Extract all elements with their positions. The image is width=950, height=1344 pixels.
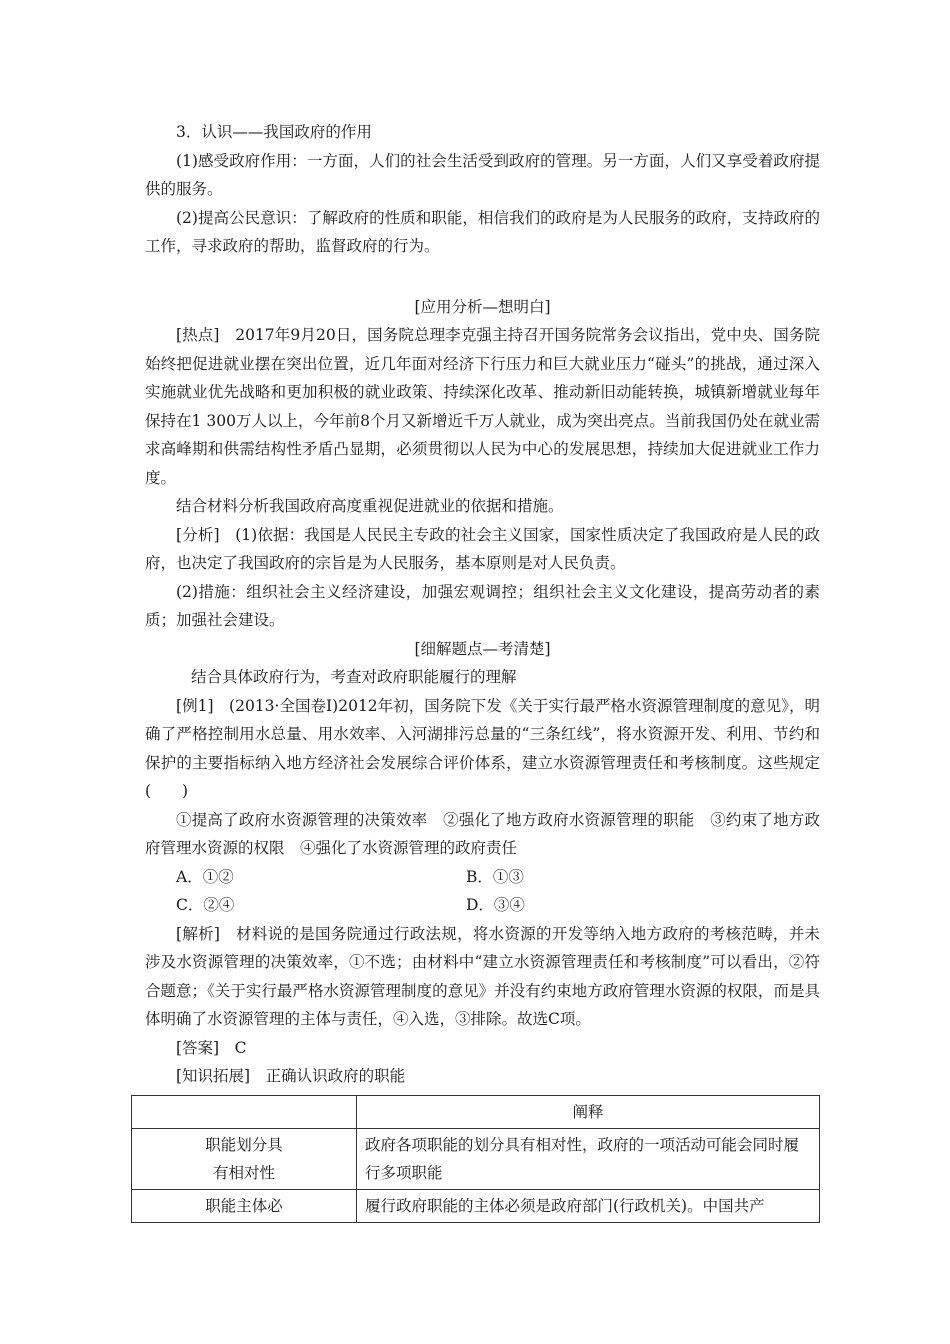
options-row (145, 863, 820, 892)
items-paragraph: ①提高了政府水资源管理的决策效率 ②强化了地方政府水资源管理的职能 ③约束了地方政府管理水资源的权限 ④强化了水资源管理的政府责任 (145, 810, 820, 857)
table-header-row (132, 1095, 820, 1128)
table-cell: 履行政府职能的主体必须是政府部门(行政机关)。中国共产 (357, 1189, 820, 1222)
paragraph: (2)提高公民意识：了解政府的性质和职能，相信我们的政府是为人民服务的政府，支持政府的工作，寻求政府的帮助，监督政府的行为。 (145, 208, 820, 255)
paragraph: (1)感受政府作用：一方面，人们的社会生活受到政府的管理。另一方面，人们又享受着政府提供的服务。 (145, 151, 820, 198)
table-cell-line: 职能主体必 (205, 1196, 283, 1215)
option-c: C．②④ (176, 896, 235, 914)
table-header-cell (132, 1095, 357, 1128)
option-a: A．①② (176, 867, 234, 886)
hot-topic-paragraph: [热点] 2017年9月20日，国务院总理李克强主持召开国务院常务会议指出，党中央、国务院始终把促进就业摆在突出位置，近几年面对经济下行压力和巨大就业压力“碰头”的挑战，通过深入实施就业优先战略和更加积极的就业政策、持续深化改革、推动新旧动能转换，城镇新增就业每年保持在1 300万人以上，今年前8个月又新增近千万人就业，成为突出亮点。当前我国仍处在就业需求高峰期和供需结构性矛盾凸显期，必须贯彻以人民为中心的发展思想，持续加大促进就业工作力度。 (145, 326, 820, 487)
table-cell-line: 职能划分具 (205, 1135, 283, 1154)
table-cell (132, 1189, 357, 1222)
option-b: B．①③ (466, 867, 524, 886)
subtitle: 结合具体政府行为，考查对政府职能履行的理解 (191, 668, 517, 686)
analysis-paragraph: (2)措施：组织社会主义经济建设，加强宏观调控；组织社会主义文化建设，提高劳动者的素质；加强社会建设。 (145, 582, 820, 629)
extend-heading: [知识拓展] 正确认识政府的职能 (176, 1067, 406, 1085)
table-row (132, 1128, 820, 1189)
section-title: 3．认识——我国政府的作用 (176, 123, 372, 141)
explain-paragraph: [解析] 材料说的是国务院通过行政法规，将水资源的开发等纳入地方政府的考核范畴，并未涉及水资源管理的决策效率，①不选；由材料中“建立水资源管理责任和考核制度”可以看出，②符合题意；《关于实行最严格水资源管理制度的意见》并没有约束地方政府管理水资源的权限，而是具体明确了水资源管理的主体与责任，④入选，③排除。故选C项。 (145, 924, 820, 1028)
table-cell (132, 1128, 357, 1189)
table-cell: 政府各项职能的划分具有相对性，政府的一项活动可能会同时履行多项职能 (357, 1128, 820, 1189)
knowledge-table (131, 1095, 820, 1223)
answer-paragraph: [答案] C (176, 1038, 247, 1057)
options-row (145, 891, 820, 920)
table-header-cell: 阐释 (357, 1095, 820, 1128)
example-paragraph: [例1] (2013·全国卷Ⅰ)2012年初，国务院下发《关于实行最严格水资源管理制度的意见》，明确了严格控制用水总量、用水效率、入河湖排污总量的“三条红线”，将水资源开发、利用、节约和保护的主要指标纳入地方经济社会发展综合评价体系，建立水资源管理责任和考核制度。这些规定( ) (145, 696, 820, 800)
table-row (132, 1189, 820, 1222)
table-cell-line: 有相对性 (212, 1163, 275, 1182)
analysis-paragraph: [分析] (1)依据：我国是人民民主专政的社会主义国家，国家性质决定了我国政府是人民的政府，也决定了我国政府的宗旨是为人民服务，基本原则是对人民负责。 (145, 525, 820, 572)
document-page (145, 118, 820, 1223)
option-d: D．③④ (466, 896, 525, 914)
section-heading: [应用分析—想明白] (414, 297, 551, 316)
question-paragraph: 结合材料分析我国政府高度重视促进就业的依据和措施。 (176, 497, 564, 515)
section-heading: [细解题点—考清楚] (414, 639, 551, 658)
